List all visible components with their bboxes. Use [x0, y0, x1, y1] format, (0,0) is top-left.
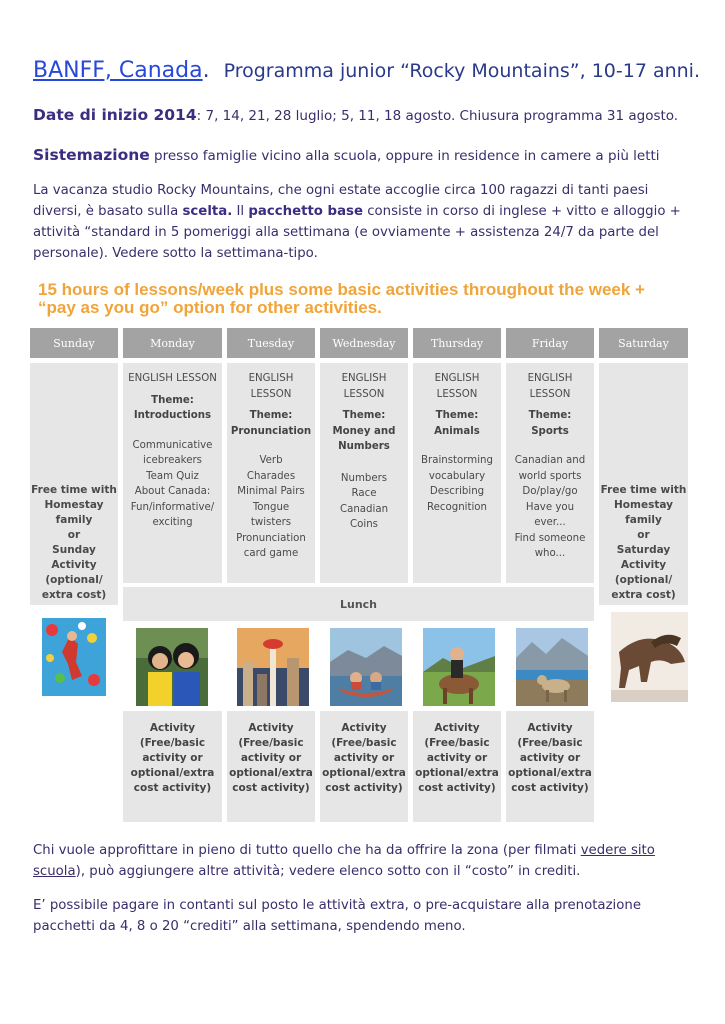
tuesday-item: Tongue — [252, 501, 290, 513]
wednesday-lesson-cell — [320, 363, 408, 583]
thursday-item: Recognition — [427, 501, 487, 513]
weekly-schedule — [30, 328, 688, 822]
activity-line: activity or — [142, 752, 203, 764]
activity-line: activity or — [333, 752, 395, 764]
tuesday-item: Pronunciation — [236, 532, 306, 544]
saturday-line: family — [625, 514, 662, 526]
activity-line: cost activity) — [232, 782, 310, 794]
monday-theme: Theme: — [151, 394, 194, 406]
tuesday-item: Verb — [259, 455, 283, 466]
saturday-line: Saturday — [616, 544, 671, 556]
thursday-item: Brainstorming — [421, 455, 493, 466]
activity-line: activity or — [240, 752, 302, 764]
monday-item: About Canada: — [134, 486, 211, 497]
accommodation-label: Sistemazione — [33, 146, 150, 164]
school-site-link[interactable]: vedere sito scuola — [33, 843, 655, 879]
sunday-photo — [42, 618, 106, 696]
wednesday-activity — [320, 711, 408, 822]
program-title: Programma junior “Rocky Mountains”, 10-17 anni. — [223, 60, 701, 82]
day-header-friday: Friday — [506, 328, 594, 358]
wednesday-photo — [330, 628, 402, 706]
intro-text-2: Il — [232, 204, 249, 219]
wednesday-theme: Theme: — [342, 410, 386, 421]
tuesday-item: Minimal Pairs — [237, 486, 305, 497]
thursday-photo — [423, 628, 495, 706]
activity-line: (Free/basic — [331, 737, 397, 749]
thursday-activity — [413, 711, 501, 822]
sunday-line: (optional/ — [45, 574, 103, 586]
wednesday-topic-2: Numbers — [338, 441, 390, 452]
dates-label: Date di inizio 2014 — [33, 106, 197, 124]
saturday-line: or — [637, 529, 650, 541]
sunday-cell — [30, 363, 118, 605]
wednesday-item: Race — [351, 488, 377, 499]
more-text-1: Chi vuole approfittare in pieno di tutto quello che ha da offrire la zona (per filmati — [33, 843, 581, 858]
activity-line: cost activity) — [325, 782, 403, 794]
monday-item: exciting — [152, 517, 193, 528]
sunday-line: or — [67, 529, 81, 541]
saturday-cell — [599, 363, 688, 605]
intro-text-1: La vacanza studio Rocky Mountains, che ogni estate accoglie circa 100 ragazzi di tanti paesi diversi, è basato sulla — [33, 183, 649, 219]
accommodation — [33, 146, 660, 164]
saturday-line: Free time with — [600, 484, 687, 496]
sunday-line: family — [55, 514, 93, 526]
sunday-line: Homestay — [44, 499, 104, 511]
activity-line: Activity — [149, 722, 196, 734]
friday-item: Canadian and — [514, 455, 586, 466]
monday-item: Team Quiz — [146, 470, 199, 482]
friday-item: who... — [534, 548, 566, 559]
dates-text: : 7, 14, 21, 28 luglio; 5, 11, 18 agosto. Chiusura programma 31 agosto. — [196, 108, 679, 124]
activity-line: optional/extra — [508, 767, 592, 779]
wednesday-lesson-2: LESSON — [343, 388, 385, 400]
friday-photo — [516, 628, 588, 706]
banff-link[interactable]: BANFF, Canada — [33, 58, 203, 83]
saturday-line: Homestay — [614, 499, 673, 511]
tuesday-lesson-cell — [227, 363, 315, 583]
title-dot: . — [202, 58, 210, 83]
friday-lesson-cell — [506, 363, 594, 583]
activity-line: optional/extra — [130, 767, 215, 779]
friday-lesson-1: ENGLISH — [527, 373, 573, 384]
tuesday-lesson-2: LESSON — [250, 388, 292, 400]
day-header-saturday: Saturday — [599, 328, 688, 358]
banner-line-2: “pay as you go” option for other activities. — [38, 298, 382, 317]
thursday-theme: Theme: — [435, 410, 479, 421]
activity-line: (Free/basic — [238, 737, 304, 749]
wednesday-item: Coins — [350, 519, 378, 530]
wednesday-lesson-1: ENGLISH — [341, 373, 387, 384]
sunday-line: Free time with — [31, 484, 117, 496]
banner-line-1: 15 hours of lessons/week plus some basic activities throughout the week + — [38, 280, 645, 299]
tuesday-item: Charades — [246, 470, 296, 482]
intro-scelta: scelta. — [182, 204, 233, 219]
activity-line: optional/extra — [322, 767, 406, 779]
monday-item: icebreakers — [143, 455, 202, 466]
activity-line: cost activity) — [511, 782, 589, 794]
monday-lesson-cell — [123, 363, 222, 583]
monday-item: Communicative — [132, 439, 213, 451]
tuesday-topic: Pronunciation — [230, 425, 312, 437]
sunday-line: extra cost) — [41, 589, 107, 601]
activity-line: optional/extra — [415, 767, 499, 779]
activity-line: activity or — [426, 752, 488, 764]
page-title — [33, 58, 700, 83]
tuesday-theme: Theme: — [249, 410, 293, 421]
tuesday-activity — [227, 711, 315, 822]
activity-line: Activity — [341, 722, 387, 734]
monday-activity — [123, 711, 222, 822]
thursday-topic: Animals — [434, 425, 480, 437]
monday-lesson: ENGLISH LESSON — [128, 373, 217, 384]
extra-activities-paragraph — [33, 840, 693, 882]
activity-line: Activity — [434, 722, 480, 734]
monday-topic: Introductions — [133, 410, 212, 421]
thursday-lesson-cell — [413, 363, 501, 583]
friday-item: Have you — [525, 501, 575, 513]
intro-paragraph — [33, 180, 693, 264]
monday-item: Fun/informative/ — [130, 501, 215, 513]
monday-photo — [136, 628, 208, 706]
day-header-thursday: Thursday — [413, 328, 501, 358]
thursday-item: vocabulary — [428, 470, 486, 482]
day-header-sunday: Sunday — [30, 328, 118, 358]
tuesday-lesson-1: ENGLISH — [248, 373, 294, 384]
schedule-banner — [38, 281, 688, 317]
day-header-wednesday: Wednesday — [320, 328, 408, 358]
thursday-lesson-2: LESSON — [436, 388, 478, 400]
activity-line: (Free/basic — [517, 737, 583, 749]
activity-line: (Free/basic — [139, 737, 206, 749]
friday-activity — [506, 711, 594, 822]
tuesday-item: twisters — [250, 517, 292, 528]
intro-pacchetto: pacchetto base — [248, 204, 363, 219]
payment-paragraph: E’ possibile pagare in contanti sul posto le attività extra, o pre-acquistare alla prenotazione pacchetti da 4, 8 o 20 “crediti” alla settimana, spendendo meno. — [33, 898, 641, 934]
wednesday-topic-1: Money and — [332, 425, 396, 437]
wednesday-item: Canadian — [339, 503, 389, 515]
activity-line: Activity — [248, 722, 294, 734]
intro-text-3: consiste in corso di inglese + vitto e alloggio + attività “standard in 5 pomeriggi alla settimana (e ovviamente + assistenza 24/7 da parte del personale). Vedere sotto la settimana-tipo. — [33, 204, 681, 261]
activity-line: (Free/basic — [424, 737, 490, 749]
more-text-2: ), può aggiungere altre attività; vedere elenco sotto con il “costo” in crediti. — [75, 864, 581, 879]
sunday-line: Activity — [51, 559, 97, 571]
friday-item: Find someone — [514, 532, 586, 544]
friday-lesson-2: LESSON — [529, 388, 571, 400]
accommodation-text: presso famiglie vicino alla scuola, oppure in residence in camere a più letti — [149, 148, 660, 164]
thursday-item: Describing — [429, 486, 485, 497]
friday-item: Do/play/go — [522, 486, 578, 497]
tuesday-item: card game — [243, 548, 299, 559]
activity-line: Activity — [527, 722, 573, 734]
friday-topic: Sports — [531, 425, 569, 437]
activity-line: optional/extra — [229, 767, 313, 779]
friday-item: ever... — [534, 517, 566, 528]
day-header-monday: Monday — [123, 328, 222, 358]
saturday-line: extra cost) — [611, 589, 676, 601]
day-header-tuesday: Tuesday — [227, 328, 315, 358]
saturday-line: (optional/ — [614, 574, 673, 586]
start-dates — [33, 106, 678, 124]
saturday-line: Activity — [620, 559, 667, 571]
activity-line: activity or — [519, 752, 581, 764]
friday-theme: Theme: — [528, 410, 572, 421]
tuesday-photo — [237, 628, 309, 706]
lunch-row: Lunch — [123, 587, 594, 621]
activity-line: cost activity) — [418, 782, 496, 794]
friday-item: world sports — [518, 470, 582, 482]
activity-line: cost activity) — [133, 782, 212, 794]
wednesday-item: Numbers — [340, 472, 388, 484]
thursday-lesson-1: ENGLISH — [434, 373, 480, 384]
sunday-line: Sunday — [52, 544, 96, 556]
saturday-photo — [611, 612, 688, 702]
